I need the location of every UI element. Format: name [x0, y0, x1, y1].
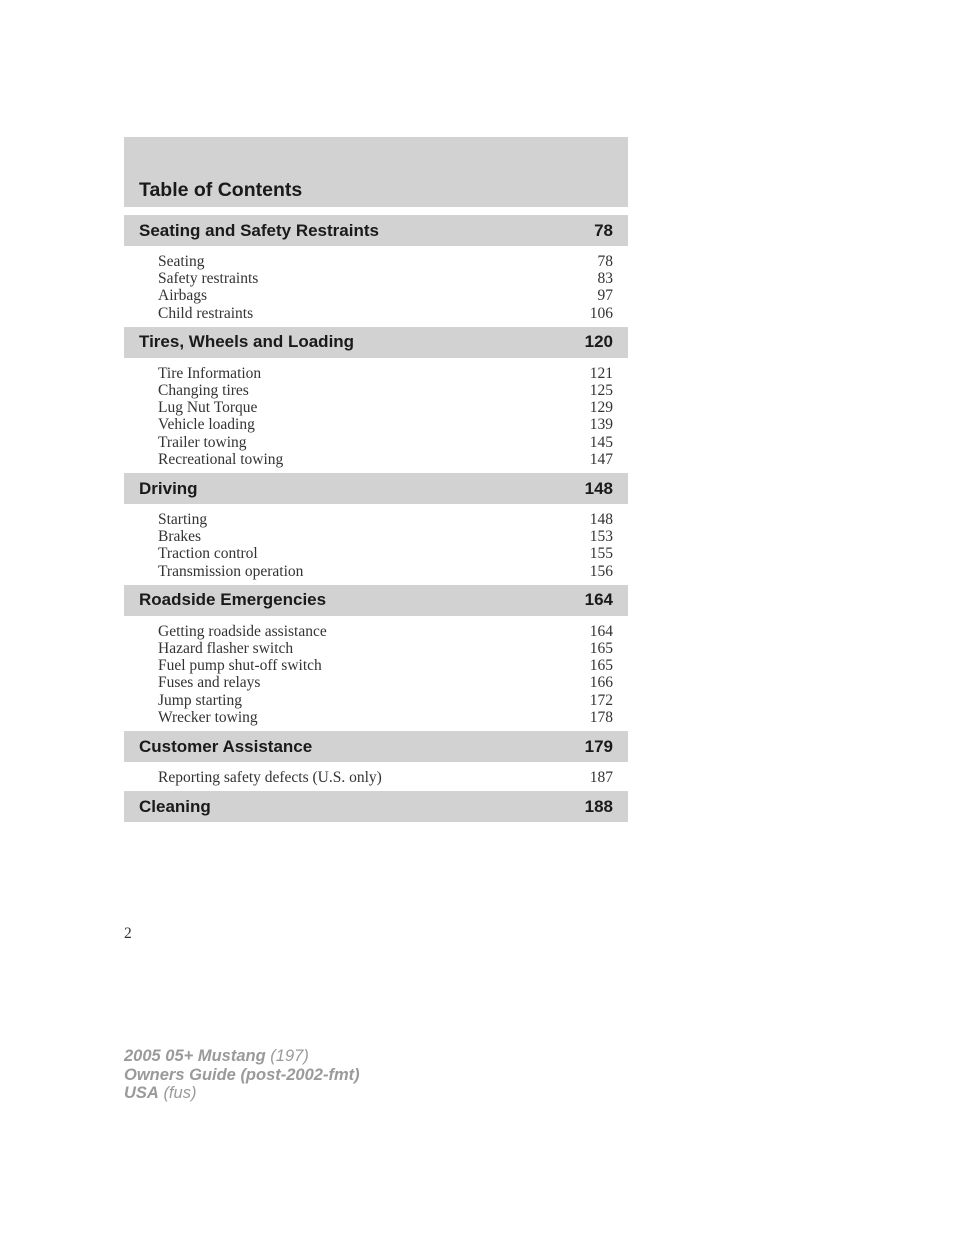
subitem-label: Transmission operation: [158, 562, 304, 580]
footer-model: 2005 05+ Mustang: [124, 1047, 266, 1065]
footer-region: USA: [124, 1084, 159, 1102]
subitem-label: Recreational towing: [158, 450, 284, 468]
toc-subitem[interactable]: [158, 382, 613, 399]
toc-section-heading[interactable]: [124, 585, 628, 616]
toc-subitem[interactable]: [158, 305, 613, 322]
toc-subitem[interactable]: [158, 545, 613, 562]
footer-guide: Owners Guide (post-2002-fmt): [124, 1065, 360, 1084]
subitem-label: Child restraints: [158, 304, 254, 322]
toc-subitem[interactable]: [158, 623, 613, 640]
toc-subitem-list: [124, 246, 628, 327]
subitem-label: Hazard flasher switch: [158, 640, 294, 658]
toc-subitem[interactable]: [158, 365, 613, 382]
subitem-page: 148: [589, 511, 613, 529]
footer-line-2: [124, 1066, 360, 1085]
section-page: 188: [584, 796, 613, 816]
subitem-label: Starting: [158, 511, 208, 529]
subitem-label: Reporting safety defects (U.S. only): [158, 769, 382, 787]
toc-section-heading[interactable]: [124, 473, 628, 504]
subitem-label: Fuel pump shut-off switch: [158, 657, 322, 675]
subitem-page: 165: [589, 657, 613, 675]
section-page: 148: [584, 478, 613, 498]
footer-line-1: [124, 1047, 360, 1066]
subitem-page: 147: [589, 450, 613, 468]
subitem-page: 106: [589, 304, 613, 322]
subitem-label: Getting roadside assistance: [158, 622, 327, 640]
section-page: 164: [584, 590, 613, 610]
toc-subitem-list: [124, 358, 628, 473]
toc-subitem[interactable]: [158, 511, 613, 528]
subitem-page: 129: [589, 399, 613, 417]
spacer: [124, 207, 628, 215]
subitem-page: 165: [589, 640, 613, 658]
subitem-label: Safety restraints: [158, 270, 259, 288]
toc-subitem-list: [124, 504, 628, 585]
subitem-page: 83: [597, 270, 613, 288]
subitem-label: Lug Nut Torque: [158, 399, 258, 417]
toc-subitem[interactable]: [158, 253, 613, 270]
toc-subitem[interactable]: [158, 270, 613, 287]
subitem-label: Brakes: [158, 528, 202, 546]
section-page: 120: [584, 332, 613, 352]
subitem-label: Seating: [158, 253, 205, 270]
section-page: 78: [594, 220, 613, 240]
subitem-page: 156: [589, 562, 613, 580]
toc-subitem[interactable]: [158, 640, 613, 657]
toc-subitem[interactable]: [158, 657, 613, 674]
subitem-page: 139: [589, 416, 613, 434]
toc-section-heading[interactable]: [124, 731, 628, 762]
page-number: 2: [124, 925, 132, 942]
section-title: Roadside Emergencies: [139, 590, 327, 610]
toc-subitem[interactable]: [158, 674, 613, 691]
toc-subitem[interactable]: [158, 399, 613, 416]
subitem-page: 145: [589, 433, 613, 451]
toc-subitem[interactable]: [158, 451, 613, 468]
footer-line-3: [124, 1084, 360, 1103]
subitem-page: 78: [597, 253, 613, 270]
subitem-page: 121: [589, 364, 613, 382]
subitem-label: Fuses and relays: [158, 674, 261, 692]
toc-subitem[interactable]: [158, 434, 613, 451]
toc-header: [124, 137, 628, 207]
subitem-page: 97: [597, 287, 613, 305]
subitem-page: 172: [589, 691, 613, 709]
subitem-page: 178: [589, 708, 613, 726]
subitem-label: Changing tires: [158, 382, 249, 400]
toc-sections: [124, 215, 628, 822]
toc-section-heading[interactable]: [124, 215, 628, 246]
toc-subitem[interactable]: [158, 528, 613, 545]
document-footer: [124, 1047, 360, 1103]
subitem-label: Jump starting: [158, 691, 242, 709]
section-title: Customer Assistance: [139, 736, 313, 756]
subitem-label: Vehicle loading: [158, 416, 255, 434]
subitem-label: Wrecker towing: [158, 708, 258, 726]
subitem-page: 187: [589, 769, 613, 787]
subitem-label: Airbags: [158, 287, 208, 305]
page-title: Table of Contents: [139, 179, 303, 201]
section-title: Driving: [139, 478, 198, 498]
toc-subitem[interactable]: [158, 416, 613, 433]
toc-section-heading[interactable]: [124, 791, 628, 822]
section-page: 179: [584, 736, 613, 756]
subitem-page: 153: [589, 528, 613, 546]
subitem-page: 125: [589, 382, 613, 400]
subitem-page: 155: [589, 545, 613, 563]
section-title: Seating and Safety Restraints: [139, 220, 379, 240]
table-of-contents: [124, 137, 628, 822]
section-title: Tires, Wheels and Loading: [139, 332, 355, 352]
subitem-page: 166: [589, 674, 613, 692]
subitem-label: Tire Information: [158, 364, 262, 382]
section-title: Cleaning: [139, 796, 211, 816]
toc-subitem-list: [124, 616, 628, 731]
subitem-page: 164: [589, 622, 613, 640]
toc-subitem[interactable]: [158, 563, 613, 580]
toc-subitem[interactable]: [158, 769, 613, 786]
toc-subitem[interactable]: [158, 709, 613, 726]
footer-model-code: (197): [270, 1047, 309, 1065]
footer-region-code: (fus): [163, 1084, 197, 1102]
subitem-label: Traction control: [158, 545, 258, 563]
toc-subitem-list: [124, 762, 628, 791]
toc-subitem[interactable]: [158, 287, 613, 304]
toc-section-heading[interactable]: [124, 327, 628, 358]
subitem-label: Trailer towing: [158, 433, 247, 451]
toc-subitem[interactable]: [158, 692, 613, 709]
